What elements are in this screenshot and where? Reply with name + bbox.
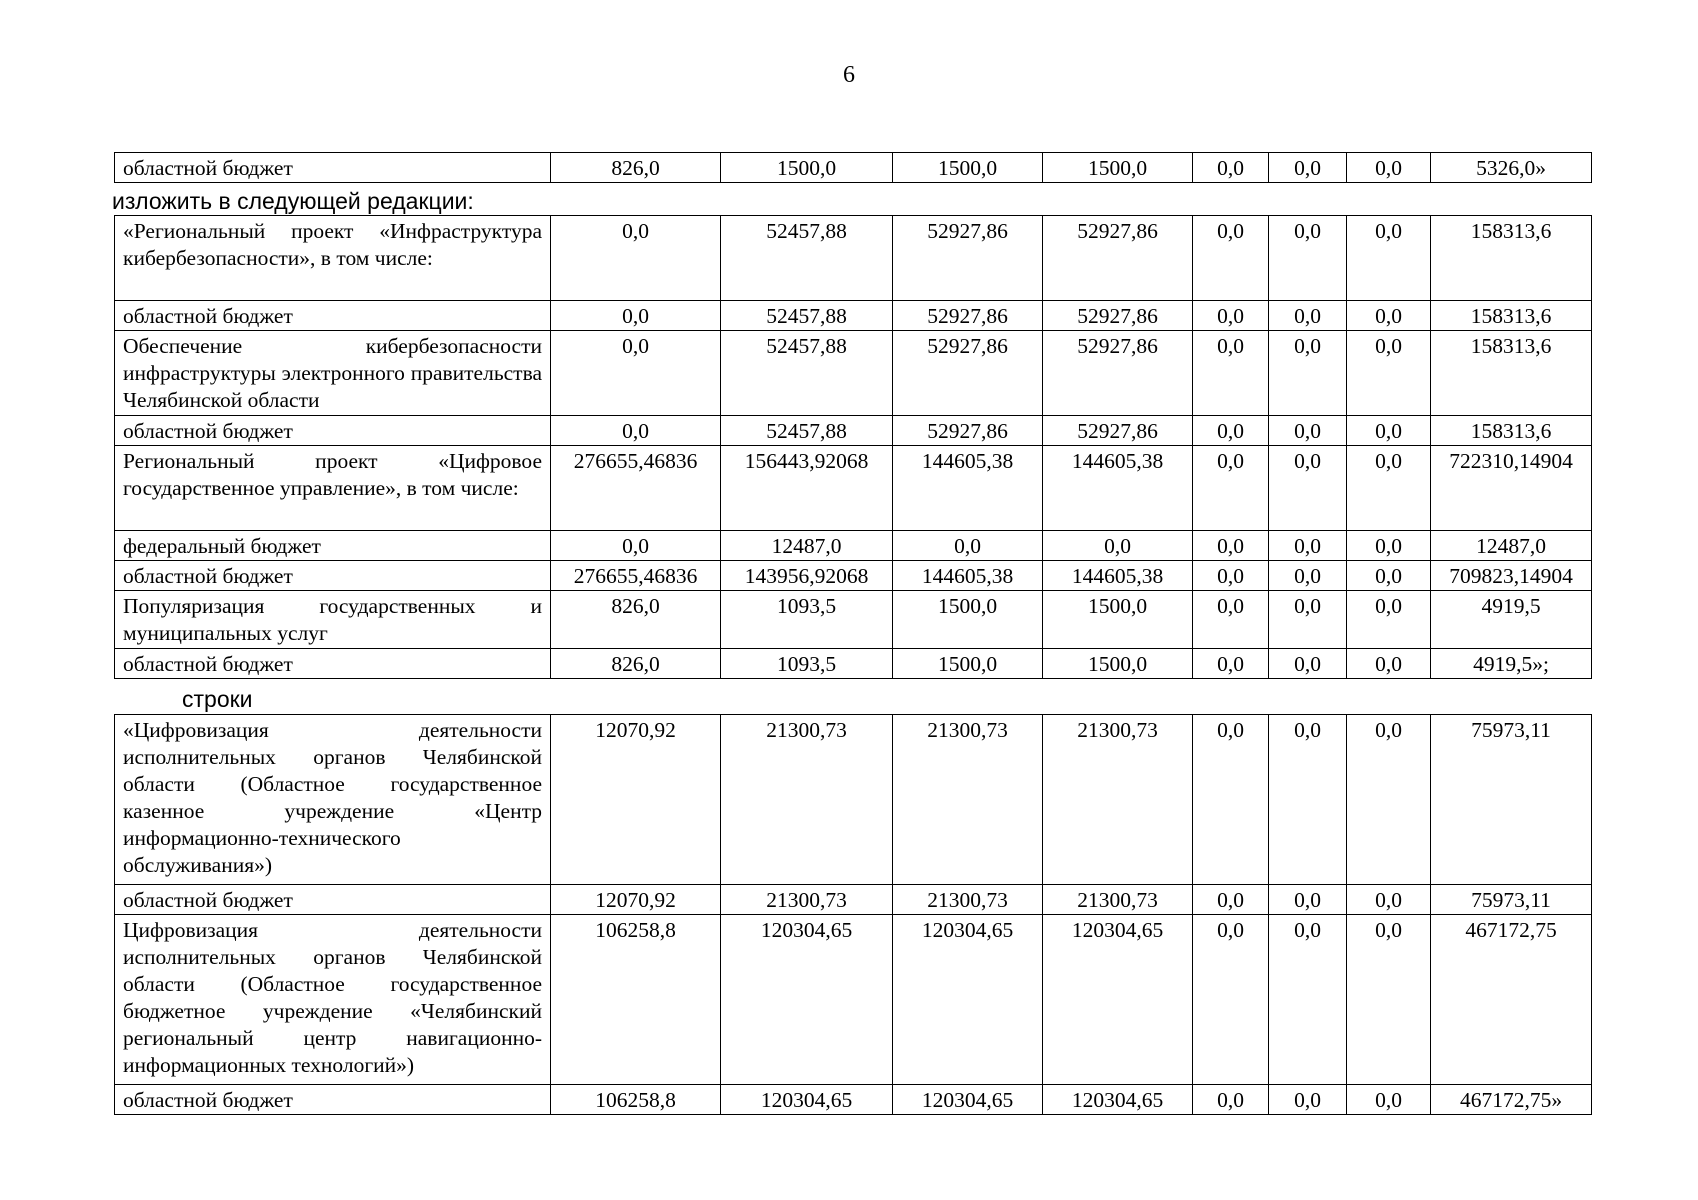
cell-value: 21300,73 — [1043, 885, 1193, 915]
cell-value: 0,0 — [1269, 331, 1347, 416]
row-label: «Цифровизация деятельности исполнительных органов Челябинской области (Областное государственное казенное учреждение «Центр информационно-технического обслуживания») — [115, 715, 551, 885]
table-old-fragment — [114, 152, 1592, 183]
cell-value: 0,0 — [1269, 715, 1347, 885]
cell-value: 12487,0 — [1431, 531, 1592, 561]
cell-value: 52927,86 — [893, 216, 1043, 301]
cell-value: 0,0 — [1347, 153, 1431, 183]
cell-value: 0,0 — [1347, 446, 1431, 531]
cell-value: 120304,65 — [1043, 1085, 1193, 1115]
row-label: Региональный проект «Цифровое государственное управление», в том числе: — [115, 446, 551, 531]
cell-value: 1500,0 — [893, 649, 1043, 679]
table-row — [115, 531, 1592, 561]
cell-value: 75973,11 — [1431, 715, 1592, 885]
cell-value: 0,0 — [1269, 885, 1347, 915]
cell-value: 158313,6 — [1431, 416, 1592, 446]
cell-value: 52927,86 — [1043, 301, 1193, 331]
cell-value: 0,0 — [1269, 416, 1347, 446]
cell-value: 0,0 — [1269, 153, 1347, 183]
cell-value: 52927,86 — [1043, 416, 1193, 446]
cell-value: 106258,8 — [551, 915, 721, 1085]
cell-value: 467172,75 — [1431, 915, 1592, 1085]
cell-value: 0,0 — [1193, 331, 1269, 416]
table-row — [115, 446, 1592, 531]
cell-value: 826,0 — [551, 591, 721, 649]
cell-value: 52457,88 — [721, 331, 893, 416]
table-rows-fragment — [114, 714, 1592, 1115]
cell-value: 0,0 — [1347, 885, 1431, 915]
cell-value: 4919,5 — [1431, 591, 1592, 649]
table-row — [115, 715, 1592, 885]
cell-value: 0,0 — [551, 416, 721, 446]
cell-value: 120304,65 — [1043, 915, 1193, 1085]
cell-value: 1500,0 — [1043, 649, 1193, 679]
table-row — [115, 885, 1592, 915]
cell-value: 1500,0 — [1043, 591, 1193, 649]
cell-value: 144605,38 — [1043, 446, 1193, 531]
table-new-edition — [114, 215, 1592, 679]
cell-value: 0,0 — [551, 331, 721, 416]
cell-value: 0,0 — [1269, 216, 1347, 301]
cell-value: 52457,88 — [721, 216, 893, 301]
heading-rows: строки — [182, 686, 253, 712]
row-label: областной бюджет — [115, 416, 551, 446]
row-label: «Региональный проект «Инфраструктура кибербезопасности», в том числе: — [115, 216, 551, 301]
cell-value: 276655,46836 — [551, 561, 721, 591]
cell-value: 106258,8 — [551, 1085, 721, 1115]
row-label: областной бюджет — [115, 1085, 551, 1115]
table-row — [115, 561, 1592, 591]
row-label: областной бюджет — [115, 561, 551, 591]
cell-value: 0,0 — [893, 531, 1043, 561]
heading-edit: изложить в следующей редакции: — [112, 188, 474, 214]
cell-value: 0,0 — [1193, 301, 1269, 331]
cell-value: 0,0 — [1193, 446, 1269, 531]
row-label: областной бюджет — [115, 649, 551, 679]
row-label: Цифровизация деятельности исполнительных органов Челябинской области (Областное государственное бюджетное учреждение «Челябинский региональный центр навигационно-информационных технологий») — [115, 915, 551, 1085]
cell-value: 0,0 — [1347, 649, 1431, 679]
cell-value: 12070,92 — [551, 885, 721, 915]
cell-value: 144605,38 — [893, 446, 1043, 531]
row-label: Популяризация государственных и муниципальных услуг — [115, 591, 551, 649]
cell-value: 158313,6 — [1431, 301, 1592, 331]
cell-value: 0,0 — [1193, 416, 1269, 446]
cell-value: 722310,14904 — [1431, 446, 1592, 531]
table-row — [115, 331, 1592, 416]
cell-value: 52927,86 — [893, 331, 1043, 416]
cell-value: 467172,75» — [1431, 1085, 1592, 1115]
cell-value: 21300,73 — [893, 715, 1043, 885]
cell-value: 0,0 — [551, 301, 721, 331]
cell-value: 12487,0 — [721, 531, 893, 561]
row-label: областной бюджет — [115, 885, 551, 915]
cell-value: 156443,92068 — [721, 446, 893, 531]
table-row — [115, 216, 1592, 301]
cell-value: 0,0 — [1193, 649, 1269, 679]
cell-value: 52457,88 — [721, 301, 893, 331]
cell-value: 0,0 — [1269, 1085, 1347, 1115]
cell-value: 0,0 — [1193, 591, 1269, 649]
cell-value: 0,0 — [1347, 1085, 1431, 1115]
cell-value: 0,0 — [1269, 649, 1347, 679]
cell-value: 0,0 — [1193, 1085, 1269, 1115]
cell-value: 52927,86 — [1043, 216, 1193, 301]
cell-value: 120304,65 — [893, 915, 1043, 1085]
table-row — [115, 591, 1592, 649]
cell-value: 158313,6 — [1431, 216, 1592, 301]
cell-value: 0,0 — [1347, 301, 1431, 331]
table-row — [115, 649, 1592, 679]
cell-value: 0,0 — [1043, 531, 1193, 561]
table-row — [115, 416, 1592, 446]
cell-value: 0,0 — [1193, 561, 1269, 591]
cell-value: 0,0 — [551, 531, 721, 561]
cell-value: 144605,38 — [893, 561, 1043, 591]
cell-value: 1500,0 — [893, 591, 1043, 649]
row-label: областной бюджет — [115, 301, 551, 331]
cell-value: 0,0 — [1269, 301, 1347, 331]
row-label: федеральный бюджет — [115, 531, 551, 561]
cell-value: 52927,86 — [1043, 331, 1193, 416]
row-label: Обеспечение кибербезопасности инфраструктуры электронного правительства Челябинской области — [115, 331, 551, 416]
cell-value: 0,0 — [1347, 561, 1431, 591]
cell-value: 276655,46836 — [551, 446, 721, 531]
cell-value: 0,0 — [1347, 416, 1431, 446]
cell-value: 21300,73 — [893, 885, 1043, 915]
cell-value: 0,0 — [1193, 153, 1269, 183]
cell-value: 0,0 — [1269, 446, 1347, 531]
cell-value: 75973,11 — [1431, 885, 1592, 915]
cell-value: 52927,86 — [893, 301, 1043, 331]
cell-value: 709823,14904 — [1431, 561, 1592, 591]
table-row — [115, 301, 1592, 331]
table-row — [115, 153, 1592, 183]
cell-value: 0,0 — [1269, 915, 1347, 1085]
cell-value: 0,0 — [1347, 531, 1431, 561]
cell-value: 52927,86 — [893, 416, 1043, 446]
cell-value: 120304,65 — [893, 1085, 1043, 1115]
cell-value: 826,0 — [551, 153, 721, 183]
cell-value: 0,0 — [1193, 531, 1269, 561]
cell-value: 0,0 — [551, 216, 721, 301]
page-number: 6 — [843, 62, 855, 88]
cell-value: 0,0 — [1347, 591, 1431, 649]
cell-value: 1500,0 — [1043, 153, 1193, 183]
cell-value: 826,0 — [551, 649, 721, 679]
cell-value: 1093,5 — [721, 591, 893, 649]
cell-value: 1500,0 — [721, 153, 893, 183]
cell-value: 0,0 — [1193, 715, 1269, 885]
cell-value: 144605,38 — [1043, 561, 1193, 591]
cell-value: 143956,92068 — [721, 561, 893, 591]
cell-value: 0,0 — [1193, 216, 1269, 301]
cell-value: 12070,92 — [551, 715, 721, 885]
cell-value: 1093,5 — [721, 649, 893, 679]
cell-value: 0,0 — [1347, 331, 1431, 416]
cell-value: 21300,73 — [721, 885, 893, 915]
cell-value: 0,0 — [1347, 915, 1431, 1085]
table-row — [115, 915, 1592, 1085]
cell-value: 4919,5»; — [1431, 649, 1592, 679]
cell-value: 158313,6 — [1431, 331, 1592, 416]
row-label: областной бюджет — [115, 153, 551, 183]
cell-value: 21300,73 — [721, 715, 893, 885]
cell-value: 52457,88 — [721, 416, 893, 446]
cell-value: 120304,65 — [721, 1085, 893, 1115]
cell-value: 21300,73 — [1043, 715, 1193, 885]
cell-value: 120304,65 — [721, 915, 893, 1085]
cell-value: 0,0 — [1269, 531, 1347, 561]
cell-value: 0,0 — [1269, 591, 1347, 649]
cell-value: 0,0 — [1193, 915, 1269, 1085]
cell-value: 0,0 — [1347, 216, 1431, 301]
cell-value: 1500,0 — [893, 153, 1043, 183]
cell-value: 5326,0» — [1431, 153, 1592, 183]
cell-value: 0,0 — [1193, 885, 1269, 915]
cell-value: 0,0 — [1347, 715, 1431, 885]
cell-value: 0,0 — [1269, 561, 1347, 591]
table-row — [115, 1085, 1592, 1115]
